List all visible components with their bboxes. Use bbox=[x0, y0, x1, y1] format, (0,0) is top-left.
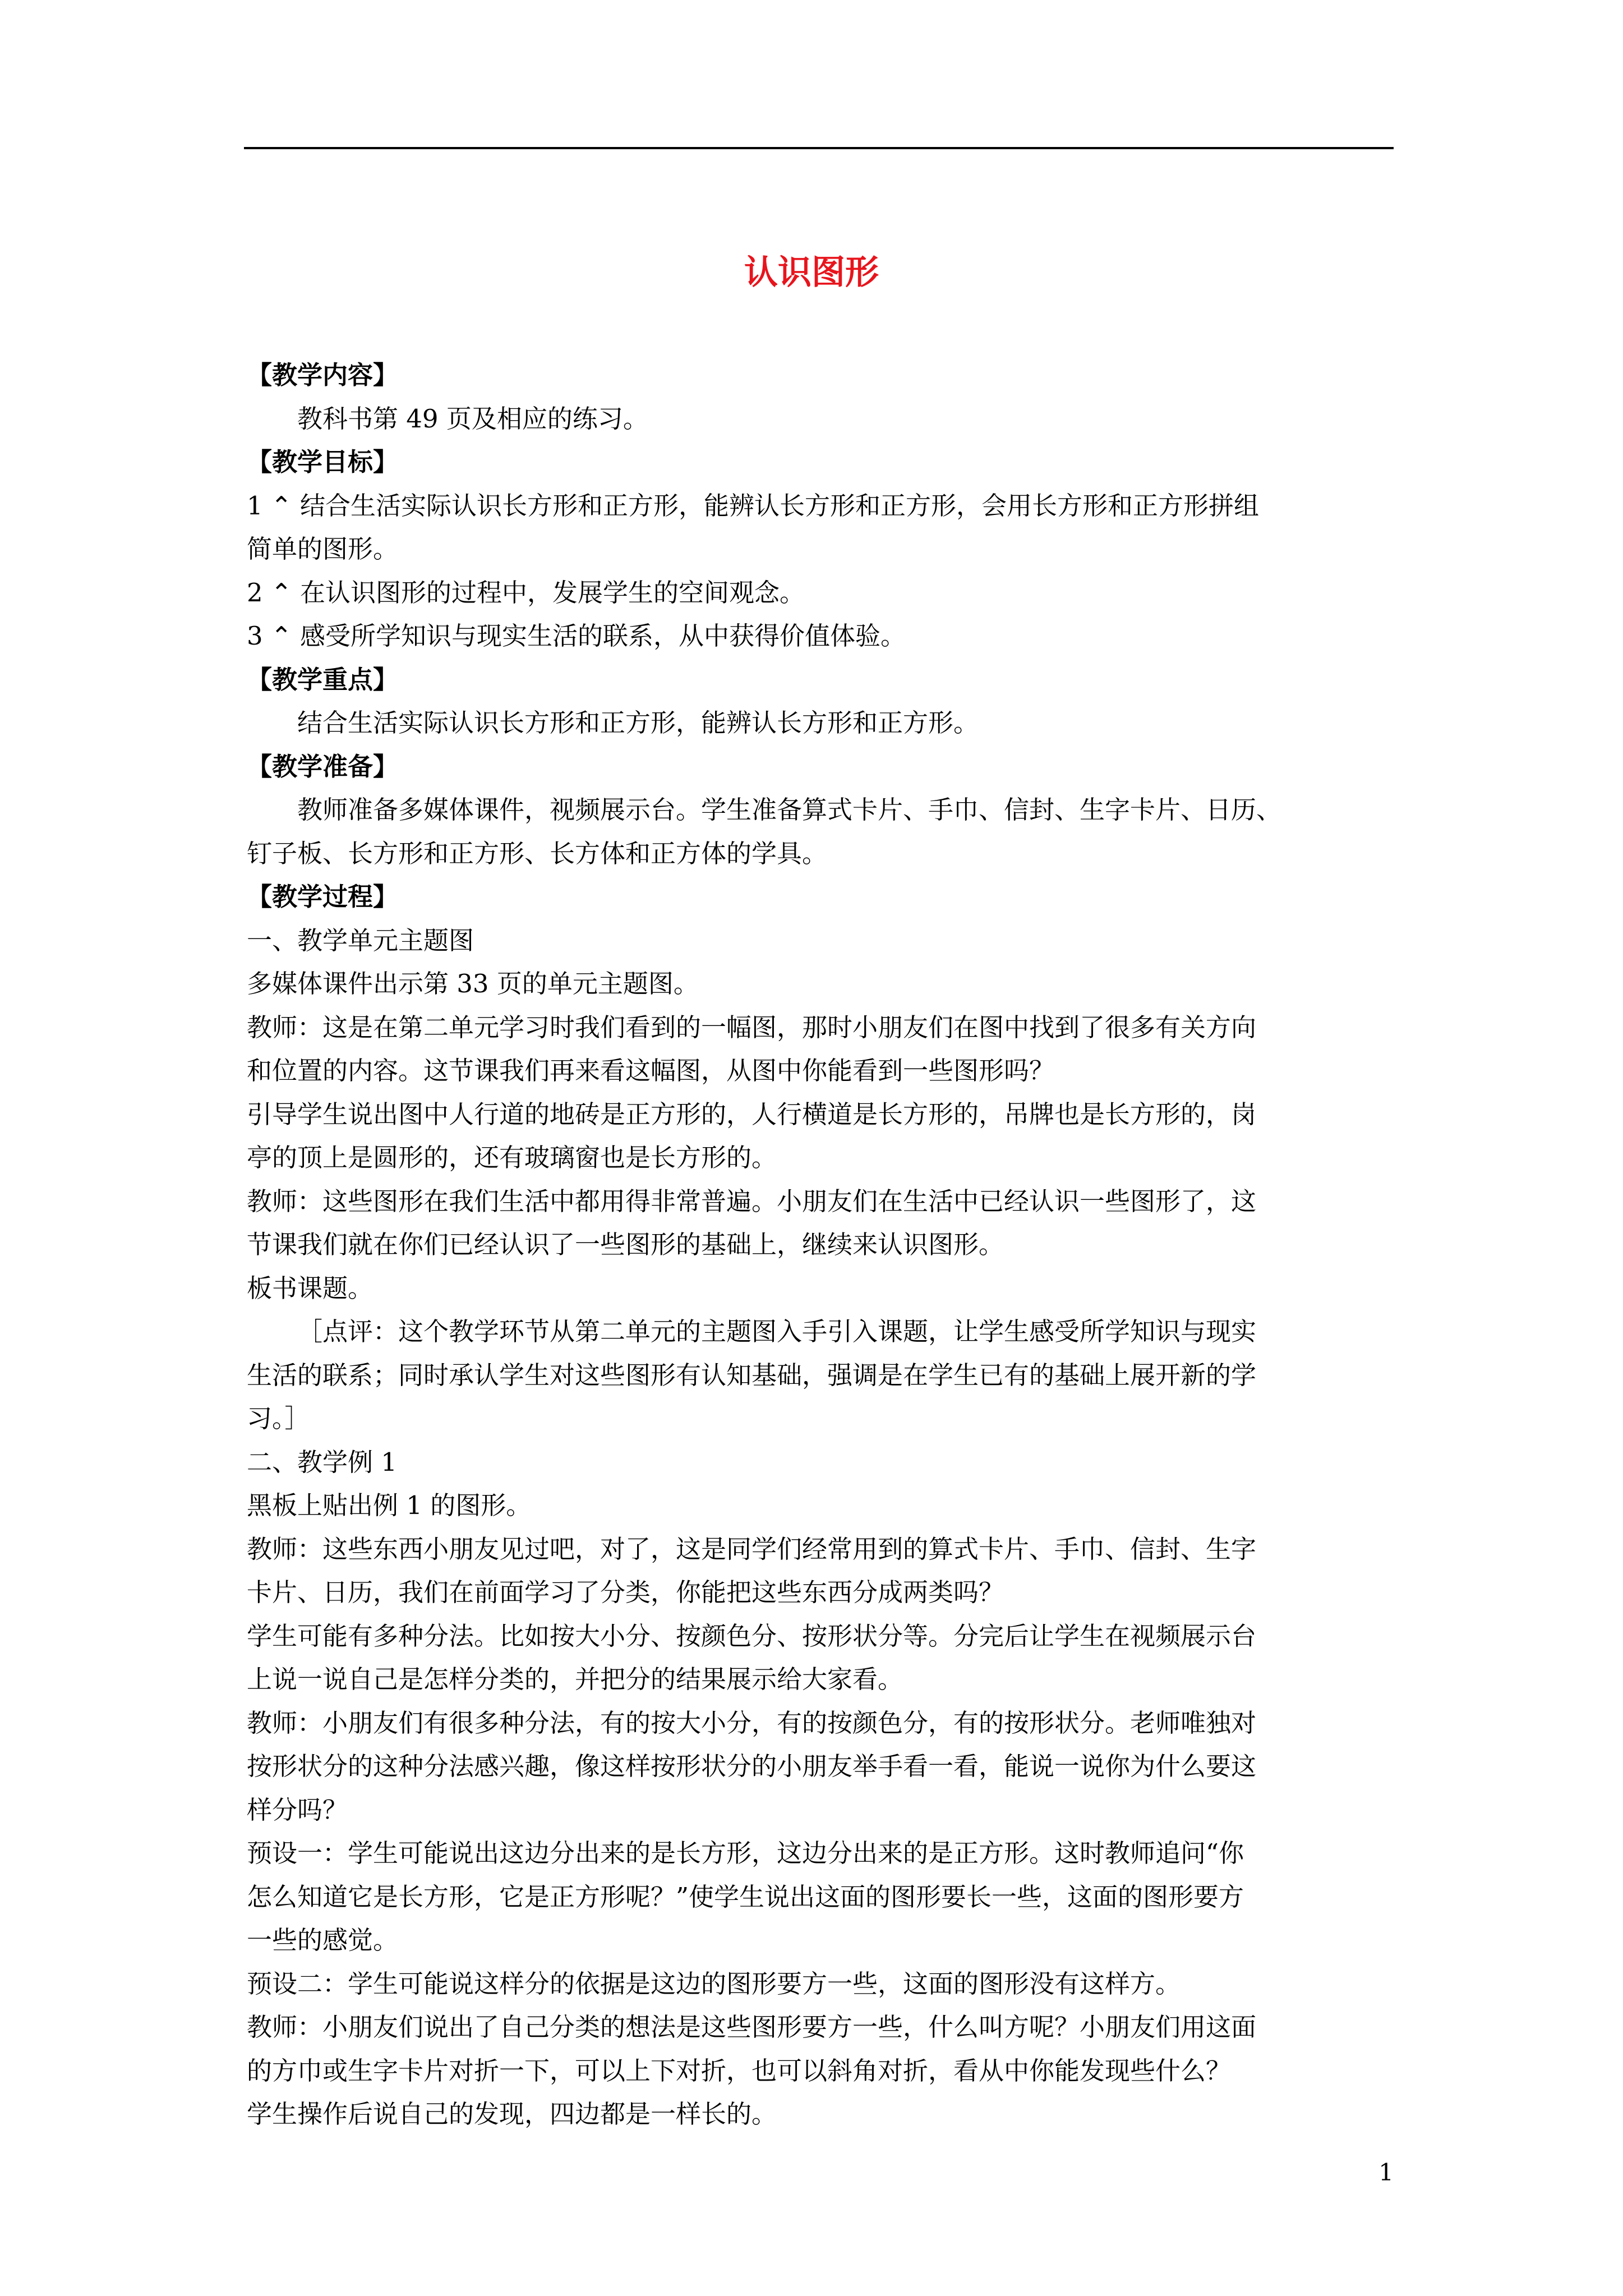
paragraph-line: 节课我们就在你们已经认识了一些图形的基础上，继续来认识图形。 bbox=[247, 1230, 1004, 1259]
paragraph-line: 样分吗？ bbox=[247, 1795, 348, 1825]
paragraph-line: 学生操作后说自己的发现，四边都是一样长的。 bbox=[247, 2099, 777, 2129]
paragraph-line: 预设二：学生可能说这样分的依据是这边的图形要方一些，这面的图形没有这样方。 bbox=[247, 1968, 1181, 1999]
paragraph-line: 一些的感觉。 bbox=[247, 1925, 399, 1955]
paragraph-line: 一、教学单元主题图 bbox=[247, 925, 474, 955]
paragraph-line: 学生可能有多种分法。比如按大小分、按颜色分、按形状分等。分完后让学生在视频展示台 bbox=[247, 1621, 1257, 1651]
header-rule bbox=[244, 147, 1394, 149]
paragraph-line: 黑板上贴出例 1 的图形。 bbox=[247, 1490, 532, 1520]
paragraph-line: 板书课题。 bbox=[247, 1273, 374, 1303]
paragraph-line: 教师：这些东西小朋友见过吧，对了，这是同学们经常用到的算式卡片、手巾、信封、生字 bbox=[247, 1534, 1257, 1564]
paragraph-line: 教师准备多媒体课件，视频展示台。学生准备算式卡片、手巾、信封、生字卡片、日历、 bbox=[297, 795, 1282, 825]
paragraph-line: 多媒体课件出示第 33 页的单元主题图。 bbox=[247, 969, 699, 999]
paragraph-line: 引导学生说出图中人行道的地砖是正方形的，人行横道是长方形的，吊牌也是长方形的，岗 bbox=[247, 1099, 1257, 1129]
paragraph-line: 结合生活实际认识长方形和正方形，能辨认长方形和正方形。 bbox=[297, 708, 979, 738]
paragraph-line: 2 ⌃ 在认识图形的过程中，发展学生的空间观念。 bbox=[247, 577, 805, 608]
section-heading: 【教学准备】 bbox=[247, 751, 399, 781]
paragraph-line: 1 ⌃ 结合生活实际认识长方形和正方形，能辨认长方形和正方形，会用长方形和正方形拼组 bbox=[247, 490, 1259, 521]
paragraph-line: 教师：这是在第二单元学习时我们看到的一幅图，那时小朋友们在图中找到了很多有关方向 bbox=[247, 1012, 1257, 1042]
paragraph-line: 的方巾或生字卡片对折一下，可以上下对折，也可以斜角对折，看从中你能发现些什么？ bbox=[247, 2055, 1232, 2086]
paragraph-line: 二、教学例 1 bbox=[247, 1447, 397, 1477]
paragraph-line: 3 ⌃ 感受所学知识与现实生活的联系，从中获得价值体验。 bbox=[247, 621, 906, 651]
paragraph-line: 生活的联系；同时承认学生对这些图形有认知基础，强调是在学生已有的基础上展开新的学 bbox=[247, 1360, 1257, 1390]
paragraph-line: 教师：小朋友们有很多种分法，有的按大小分，有的按颜色分，有的按形状分。老师唯独对 bbox=[247, 1708, 1257, 1738]
document-title: 认识图形 bbox=[744, 253, 879, 292]
paragraph-line: 预设一：学生可能说出这边分出来的是长方形，这边分出来的是正方形。这时教师追问“你 bbox=[247, 1838, 1244, 1868]
document-body bbox=[247, 353, 1391, 2136]
paragraph-line: ［点评：这个教学环节从第二单元的主题图入手引入课题，让学生感受所学知识与现实 bbox=[297, 1317, 1257, 1346]
paragraph-line: 亭的顶上是圆形的，还有玻璃窗也是长方形的。 bbox=[247, 1143, 777, 1172]
paragraph-line: 教师：这些图形在我们生活中都用得非常普遍。小朋友们在生活中已经认识一些图形了，这 bbox=[247, 1186, 1257, 1216]
paragraph-line: 教科书第 49 页及相应的练习。 bbox=[297, 403, 648, 434]
paragraph-line: 卡片、日历，我们在前面学习了分类，你能把这些东西分成两类吗？ bbox=[247, 1577, 1004, 1607]
section-heading: 【教学过程】 bbox=[247, 882, 399, 912]
paragraph-line: 习。］ bbox=[247, 1404, 310, 1433]
paragraph-line: 按形状分的这种分法感兴趣，像这样按形状分的小朋友举手看一看，能说一说你为什么要这 bbox=[247, 1751, 1257, 1781]
paragraph-line: 钉子板、长方形和正方形、长方体和正方体的学具。 bbox=[247, 838, 828, 868]
page-number: 1 bbox=[1378, 2159, 1394, 2186]
paragraph-line: 上说一说自己是怎样分类的，并把分的结果展示给大家看。 bbox=[247, 1664, 903, 1694]
paragraph-line: 怎么知道它是长方形，它是正方形呢？”使学生说出这面的图形要长一些，这面的图形要方 bbox=[247, 1881, 1244, 1912]
section-heading: 【教学目标】 bbox=[247, 447, 399, 477]
paragraph-line: 和位置的内容。这节课我们再来看这幅图，从图中你能看到一些图形吗？ bbox=[247, 1056, 1055, 1085]
paragraph-line: 简单的图形。 bbox=[247, 534, 399, 564]
paragraph-line: 教师：小朋友们说出了自己分类的想法是这些图形要方一些，什么叫方呢？小朋友们用这面 bbox=[247, 2012, 1257, 2042]
section-heading: 【教学重点】 bbox=[247, 664, 399, 694]
section-heading: 【教学内容】 bbox=[247, 360, 399, 390]
